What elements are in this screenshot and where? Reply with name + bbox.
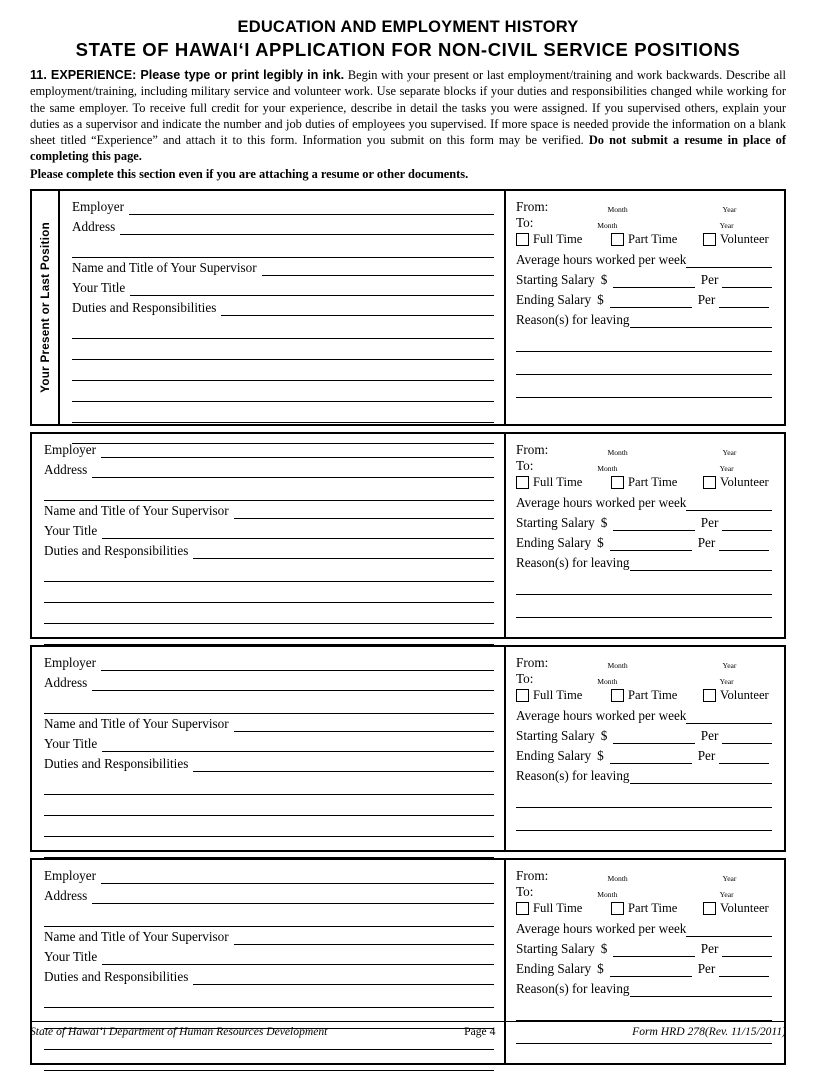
duties-line[interactable] bbox=[44, 818, 494, 837]
your-title-label: Your Title bbox=[44, 735, 98, 751]
reason-line[interactable] bbox=[516, 377, 772, 398]
starting-salary-row bbox=[516, 272, 772, 288]
experience-right-column bbox=[506, 647, 784, 850]
full-time-checkbox[interactable] bbox=[516, 233, 529, 246]
supervisor-input[interactable] bbox=[234, 930, 494, 945]
address-input-line2[interactable] bbox=[44, 482, 494, 501]
to-date-captions bbox=[533, 890, 772, 900]
footer-page-number: Page 4 bbox=[464, 1025, 496, 1038]
starting-salary-label: Starting Salary bbox=[516, 514, 595, 530]
starting-salary-dollar-sign: $ bbox=[600, 271, 608, 287]
address-row bbox=[44, 888, 494, 904]
ending-salary-per-label: Per bbox=[697, 747, 716, 763]
from-year-caption: Year bbox=[722, 204, 737, 214]
supervisor-input[interactable] bbox=[262, 261, 494, 276]
duties-line[interactable] bbox=[44, 605, 494, 624]
from-date-captions bbox=[548, 661, 772, 671]
reason-line[interactable] bbox=[516, 331, 772, 352]
full-time-label: Full Time bbox=[533, 900, 583, 915]
to-year-caption: Year bbox=[719, 220, 734, 230]
supervisor-row bbox=[72, 260, 494, 276]
your-title-row bbox=[72, 280, 494, 296]
full-time-option[interactable] bbox=[516, 475, 611, 490]
duties-row bbox=[44, 543, 494, 559]
your-title-label: Your Title bbox=[44, 948, 98, 964]
to-date-wrap bbox=[533, 890, 772, 900]
address-label: Address bbox=[44, 887, 88, 903]
ending-salary-per-input[interactable] bbox=[719, 536, 769, 551]
address-input[interactable] bbox=[92, 463, 494, 478]
ending-salary-row bbox=[516, 748, 772, 764]
duties-line[interactable] bbox=[44, 1052, 494, 1071]
from-label: From: bbox=[516, 441, 549, 457]
part-time-checkbox[interactable] bbox=[611, 689, 624, 702]
address-input-line2[interactable] bbox=[72, 239, 494, 258]
employer-label: Employer bbox=[44, 867, 97, 883]
starting-salary-dollar-sign: $ bbox=[600, 514, 608, 530]
volunteer-option[interactable] bbox=[703, 475, 769, 490]
ending-salary-row bbox=[516, 961, 772, 977]
ending-salary-label: Ending Salary bbox=[516, 291, 592, 307]
employment-type-row bbox=[516, 901, 772, 916]
part-time-label: Part Time bbox=[628, 687, 678, 702]
from-year-caption: Year bbox=[722, 660, 737, 670]
average-hours-label: Average hours worked per week bbox=[516, 707, 687, 723]
employer-label: Employer bbox=[44, 654, 97, 670]
address-label: Address bbox=[44, 674, 88, 690]
volunteer-option[interactable] bbox=[703, 232, 769, 247]
your-title-input[interactable] bbox=[102, 950, 494, 965]
to-row bbox=[516, 215, 772, 231]
part-time-option[interactable] bbox=[611, 475, 703, 490]
to-row bbox=[516, 884, 772, 900]
part-time-checkbox[interactable] bbox=[611, 902, 624, 915]
supervisor-label: Name and Title of Your Supervisor bbox=[44, 928, 229, 944]
reason-for-leaving-input[interactable] bbox=[630, 982, 772, 997]
from-label: From: bbox=[516, 867, 549, 883]
starting-salary-per-label: Per bbox=[700, 940, 719, 956]
your-title-row bbox=[44, 523, 494, 539]
average-hours-label: Average hours worked per week bbox=[516, 494, 687, 510]
address-input-line2[interactable] bbox=[44, 908, 494, 927]
address-input[interactable] bbox=[92, 889, 494, 904]
from-label: From: bbox=[516, 654, 549, 670]
from-month-caption: Month bbox=[607, 660, 628, 670]
duties-line[interactable] bbox=[72, 362, 494, 381]
experience-block bbox=[30, 189, 786, 426]
starting-salary-dollar-sign: $ bbox=[600, 727, 608, 743]
address-row bbox=[72, 219, 494, 235]
ending-salary-per-input[interactable] bbox=[719, 962, 769, 977]
instructions-lead: 11. EXPERIENCE: Please type or print legibly in ink. bbox=[30, 68, 345, 82]
reason-for-leaving-input[interactable] bbox=[630, 313, 772, 328]
experience-left-column bbox=[32, 647, 506, 850]
supervisor-input[interactable] bbox=[234, 504, 494, 519]
your-title-label: Your Title bbox=[72, 279, 126, 295]
volunteer-option[interactable] bbox=[703, 901, 769, 916]
instructions-paragraph bbox=[30, 67, 786, 182]
duties-input[interactable] bbox=[193, 544, 494, 559]
duties-line[interactable] bbox=[44, 776, 494, 795]
ending-salary-row bbox=[516, 292, 772, 308]
employer-row bbox=[44, 868, 494, 884]
duties-line[interactable] bbox=[44, 584, 494, 603]
to-label: To: bbox=[516, 670, 534, 686]
supervisor-row bbox=[44, 929, 494, 945]
reason-line[interactable] bbox=[516, 787, 772, 808]
volunteer-label: Volunteer bbox=[720, 900, 769, 915]
supervisor-row bbox=[44, 716, 494, 732]
to-label: To: bbox=[516, 457, 534, 473]
to-month-caption: Month bbox=[597, 889, 618, 899]
starting-salary-input[interactable] bbox=[613, 273, 694, 288]
reason-for-leaving-input[interactable] bbox=[630, 769, 772, 784]
full-time-option[interactable] bbox=[516, 232, 611, 247]
page-footer bbox=[30, 1021, 786, 1038]
ending-salary-dollar-sign: $ bbox=[597, 534, 604, 550]
average-hours-row bbox=[516, 921, 772, 937]
starting-salary-input[interactable] bbox=[613, 729, 694, 744]
full-time-checkbox[interactable] bbox=[516, 902, 529, 915]
your-title-row bbox=[44, 949, 494, 965]
instructions-body: Begin with your present or last employment/training and work backwards. Describe all employment/training, including military service and volunteer work. Use separate blocks if your duties and responsibilities changed while working for the same employer. To receive full credit for your experience, describe in detail the tasks you were assigned. If you supervised others, explain your duties as a supervisor and indicate the number and job duties of employees you supervised. If more space is needed provide the information on a blank sheet titled “Experience” and attach it to this form. Information you submit on this form may be verified. bbox=[30, 68, 787, 148]
to-year-caption: Year bbox=[719, 676, 734, 686]
full-time-label: Full Time bbox=[533, 231, 583, 246]
from-date-wrap bbox=[548, 205, 772, 215]
employment-type-row bbox=[516, 232, 772, 247]
employer-input[interactable] bbox=[129, 200, 494, 215]
part-time-label: Part Time bbox=[628, 474, 678, 489]
your-title-input[interactable] bbox=[130, 281, 494, 296]
full-time-checkbox[interactable] bbox=[516, 476, 529, 489]
from-row bbox=[516, 199, 772, 215]
duties-row bbox=[72, 300, 494, 316]
employer-input[interactable] bbox=[101, 443, 494, 458]
employer-row bbox=[72, 199, 494, 215]
starting-salary-row bbox=[516, 941, 772, 957]
volunteer-checkbox[interactable] bbox=[703, 689, 716, 702]
duties-line[interactable] bbox=[44, 989, 494, 1008]
address-input[interactable] bbox=[92, 676, 494, 691]
your-title-input[interactable] bbox=[102, 524, 494, 539]
average-hours-row bbox=[516, 708, 772, 724]
duties-row bbox=[44, 969, 494, 985]
ending-salary-input[interactable] bbox=[610, 749, 692, 764]
from-date-captions bbox=[548, 874, 772, 884]
to-month-caption: Month bbox=[597, 463, 618, 473]
duties-line[interactable] bbox=[44, 839, 494, 858]
ending-salary-per-label: Per bbox=[697, 291, 716, 307]
to-month-caption: Month bbox=[597, 676, 618, 686]
duties-label: Duties and Responsibilities bbox=[44, 755, 189, 771]
from-date-wrap bbox=[548, 448, 772, 458]
experience-left-column bbox=[32, 434, 506, 637]
ending-salary-per-label: Per bbox=[697, 534, 716, 550]
from-row bbox=[516, 868, 772, 884]
to-label: To: bbox=[516, 214, 534, 230]
ending-salary-label: Ending Salary bbox=[516, 534, 592, 550]
part-time-checkbox[interactable] bbox=[611, 476, 624, 489]
full-time-option[interactable] bbox=[516, 901, 611, 916]
experience-left-column bbox=[60, 191, 506, 424]
employer-input[interactable] bbox=[101, 869, 494, 884]
reason-for-leaving-row bbox=[516, 981, 772, 997]
starting-salary-dollar-sign: $ bbox=[600, 940, 608, 956]
duties-line[interactable] bbox=[72, 320, 494, 339]
employer-row bbox=[44, 655, 494, 671]
from-row bbox=[516, 655, 772, 671]
average-hours-input[interactable] bbox=[686, 496, 772, 511]
from-date-wrap bbox=[548, 874, 772, 884]
duties-row bbox=[44, 756, 494, 772]
from-year-caption: Year bbox=[722, 447, 737, 457]
to-row bbox=[516, 458, 772, 474]
address-label: Address bbox=[72, 218, 116, 234]
footer-department: State of Hawaiʻi Department of Human Resources Development bbox=[30, 1025, 328, 1038]
duties-line[interactable] bbox=[72, 341, 494, 360]
employer-label: Employer bbox=[44, 441, 97, 457]
starting-salary-row bbox=[516, 515, 772, 531]
vertical-label-text: Your Present or Last Position bbox=[38, 222, 52, 393]
ending-salary-input[interactable] bbox=[610, 293, 692, 308]
ending-salary-per-input[interactable] bbox=[719, 749, 769, 764]
part-time-option[interactable] bbox=[611, 232, 703, 247]
starting-salary-per-input[interactable] bbox=[722, 273, 772, 288]
part-time-checkbox[interactable] bbox=[611, 233, 624, 246]
experience-block bbox=[30, 645, 786, 852]
starting-salary-label: Starting Salary bbox=[516, 271, 595, 287]
experience-right-column bbox=[506, 434, 784, 637]
volunteer-label: Volunteer bbox=[720, 474, 769, 489]
volunteer-checkbox[interactable] bbox=[703, 233, 716, 246]
address-label: Address bbox=[44, 461, 88, 477]
supervisor-label: Name and Title of Your Supervisor bbox=[44, 715, 229, 731]
reason-line[interactable] bbox=[516, 597, 772, 618]
ending-salary-dollar-sign: $ bbox=[597, 960, 604, 976]
starting-salary-per-input[interactable] bbox=[722, 729, 772, 744]
reason-for-leaving-row bbox=[516, 768, 772, 784]
reason-for-leaving-row bbox=[516, 555, 772, 571]
starting-salary-label: Starting Salary bbox=[516, 727, 595, 743]
reason-for-leaving-row bbox=[516, 312, 772, 328]
duties-line[interactable] bbox=[44, 797, 494, 816]
average-hours-row bbox=[516, 252, 772, 268]
your-title-input[interactable] bbox=[102, 737, 494, 752]
starting-salary-label: Starting Salary bbox=[516, 940, 595, 956]
employment-type-row bbox=[516, 475, 772, 490]
reason-for-leaving-label: Reason(s) for leaving bbox=[516, 767, 630, 783]
reason-for-leaving-input[interactable] bbox=[630, 556, 772, 571]
supervisor-label: Name and Title of Your Supervisor bbox=[72, 259, 257, 275]
reason-for-leaving-label: Reason(s) for leaving bbox=[516, 554, 630, 570]
experience-right-column bbox=[506, 191, 784, 424]
duties-line[interactable] bbox=[72, 404, 494, 423]
to-date-captions bbox=[533, 464, 772, 474]
to-date-wrap bbox=[533, 677, 772, 687]
to-date-captions bbox=[533, 221, 772, 231]
footer-form-number: Form HRD 278(Rev. 11/15/2011) bbox=[632, 1025, 787, 1038]
to-date-wrap bbox=[533, 464, 772, 474]
average-hours-input[interactable] bbox=[686, 709, 772, 724]
duties-input[interactable] bbox=[221, 301, 494, 316]
starting-salary-per-input[interactable] bbox=[722, 516, 772, 531]
instructions-last-line: Please complete this section even if you are attaching a resume or other documents. bbox=[30, 166, 469, 181]
reason-for-leaving-label: Reason(s) for leaving bbox=[516, 980, 630, 996]
average-hours-label: Average hours worked per week bbox=[516, 251, 687, 267]
part-time-label: Part Time bbox=[628, 900, 678, 915]
page-title-line1: EDUCATION AND EMPLOYMENT HISTORY bbox=[237, 18, 579, 36]
to-date-wrap bbox=[533, 221, 772, 231]
ending-salary-label: Ending Salary bbox=[516, 960, 592, 976]
average-hours-input[interactable] bbox=[686, 922, 772, 937]
duties-line[interactable] bbox=[44, 626, 494, 645]
ending-salary-dollar-sign: $ bbox=[597, 747, 604, 763]
your-title-row bbox=[44, 736, 494, 752]
to-row bbox=[516, 671, 772, 687]
ending-salary-input[interactable] bbox=[610, 962, 692, 977]
address-input[interactable] bbox=[120, 220, 494, 235]
to-label: To: bbox=[516, 883, 534, 899]
part-time-option[interactable] bbox=[611, 901, 703, 916]
reason-for-leaving-label: Reason(s) for leaving bbox=[516, 311, 630, 327]
volunteer-option[interactable] bbox=[703, 688, 769, 703]
reason-line[interactable] bbox=[516, 810, 772, 831]
duties-line[interactable] bbox=[72, 383, 494, 402]
ending-salary-label: Ending Salary bbox=[516, 747, 592, 763]
page-title-line2: STATE OF HAWAIʻI APPLICATION FOR NON-CIVIL SERVICE POSITIONS bbox=[75, 39, 741, 60]
volunteer-checkbox[interactable] bbox=[703, 902, 716, 915]
from-date-captions bbox=[548, 205, 772, 215]
full-time-label: Full Time bbox=[533, 474, 583, 489]
starting-salary-input[interactable] bbox=[613, 942, 694, 957]
supervisor-label: Name and Title of Your Supervisor bbox=[44, 502, 229, 518]
from-year-caption: Year bbox=[722, 873, 737, 883]
duties-input[interactable] bbox=[193, 757, 494, 772]
supervisor-row bbox=[44, 503, 494, 519]
full-time-option[interactable] bbox=[516, 688, 611, 703]
duties-label: Duties and Responsibilities bbox=[44, 542, 189, 558]
from-label: From: bbox=[516, 198, 549, 214]
ending-salary-row bbox=[516, 535, 772, 551]
experience-block bbox=[30, 432, 786, 639]
duties-label: Duties and Responsibilities bbox=[72, 299, 217, 315]
your-title-label: Your Title bbox=[44, 522, 98, 538]
reason-line[interactable] bbox=[516, 354, 772, 375]
from-row bbox=[516, 442, 772, 458]
starting-salary-per-label: Per bbox=[700, 514, 719, 530]
volunteer-label: Volunteer bbox=[720, 687, 769, 702]
from-month-caption: Month bbox=[607, 204, 628, 214]
to-year-caption: Year bbox=[719, 463, 734, 473]
reason-line[interactable] bbox=[516, 1000, 772, 1021]
duties-label: Duties and Responsibilities bbox=[44, 968, 189, 984]
ending-salary-input[interactable] bbox=[610, 536, 692, 551]
reason-line[interactable] bbox=[516, 574, 772, 595]
part-time-option[interactable] bbox=[611, 688, 703, 703]
starting-salary-per-input[interactable] bbox=[722, 942, 772, 957]
to-month-caption: Month bbox=[597, 220, 618, 230]
starting-salary-input[interactable] bbox=[613, 516, 694, 531]
ending-salary-dollar-sign: $ bbox=[597, 291, 604, 307]
full-time-checkbox[interactable] bbox=[516, 689, 529, 702]
starting-salary-row bbox=[516, 728, 772, 744]
part-time-label: Part Time bbox=[628, 231, 678, 246]
from-month-caption: Month bbox=[607, 447, 628, 457]
duties-line[interactable] bbox=[44, 563, 494, 582]
employment-type-row bbox=[516, 688, 772, 703]
from-date-captions bbox=[548, 448, 772, 458]
vertical-label-present-position bbox=[32, 191, 60, 424]
address-row bbox=[44, 462, 494, 478]
employer-label: Employer bbox=[72, 198, 125, 214]
ending-salary-per-label: Per bbox=[697, 960, 716, 976]
average-hours-label: Average hours worked per week bbox=[516, 920, 687, 936]
average-hours-input[interactable] bbox=[686, 253, 772, 268]
volunteer-checkbox[interactable] bbox=[703, 476, 716, 489]
supervisor-input[interactable] bbox=[234, 717, 494, 732]
employer-input[interactable] bbox=[101, 656, 494, 671]
duties-input[interactable] bbox=[193, 970, 494, 985]
average-hours-row bbox=[516, 495, 772, 511]
to-date-captions bbox=[533, 677, 772, 687]
instructions-bold-tail: Do not submit a resume in place of completing this page. bbox=[30, 133, 786, 164]
starting-salary-per-label: Per bbox=[700, 271, 719, 287]
to-year-caption: Year bbox=[719, 889, 734, 899]
address-row bbox=[44, 675, 494, 691]
starting-salary-per-label: Per bbox=[700, 727, 719, 743]
address-input-line2[interactable] bbox=[44, 695, 494, 714]
from-date-wrap bbox=[548, 661, 772, 671]
ending-salary-per-input[interactable] bbox=[719, 293, 769, 308]
full-time-label: Full Time bbox=[533, 687, 583, 702]
volunteer-label: Volunteer bbox=[720, 231, 769, 246]
employer-row bbox=[44, 442, 494, 458]
from-month-caption: Month bbox=[607, 873, 628, 883]
